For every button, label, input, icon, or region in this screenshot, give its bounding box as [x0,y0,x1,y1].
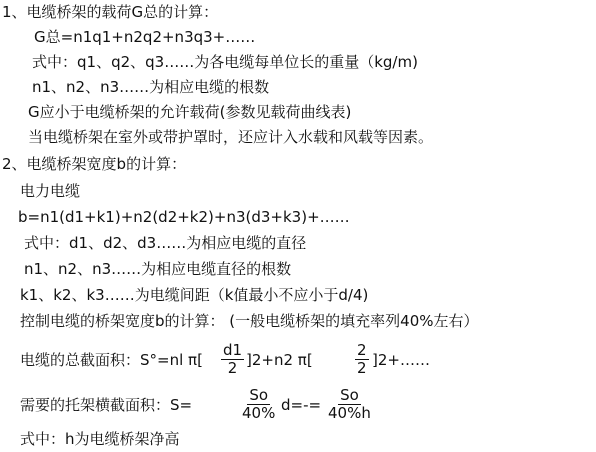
section2-control: 控制电缆的桥架宽度b的计算： (一般电缆桥架的填充率列40%左右） [20,312,479,330]
tray-fraction-1-numerator: So [249,386,269,404]
area-fraction-1-denominator: 2 [227,359,238,377]
h-desc: 式中：h为电缆桥架净高 [20,430,180,448]
area-fraction-2-numerator: 2 [357,341,367,359]
section1-outdoor: 当电缆桥架在室外或带护罩时，还应计入水载和风载等因素。 [28,128,434,146]
area-fraction-2 [355,342,369,377]
area-fraction-1-numerator: d1 [223,341,243,359]
section1-heading: 1、电缆桥架的载荷G总的计算： [2,3,219,21]
tray-fraction-2-denominator: 40%h [328,404,371,422]
area-label: 电缆的总截面积：S°=nl π[ [20,351,203,369]
section1-rule: G应小于电缆桥架的允许载荷(参数见载荷曲线表) [28,103,352,121]
section2-n-desc: n1、n2、n3……为相应电缆直径的根数 [24,260,292,278]
section2-formula: b=n1(d1+k1)+n2(d2+k2)+n3(d3+k3)+…… [18,208,350,226]
area-fraction-1 [221,342,244,377]
section2-k-desc: k1、k2、k3……为电缆间距（k值最小不应小于d/4) [20,286,369,304]
tray-mid: d=-= [281,396,322,414]
section2-heading: 2、电缆桥架宽度b的计算： [2,155,187,173]
tray-fraction-2 [326,387,373,422]
tray-fraction-1-denominator: 40% [242,404,276,422]
section1-formula: G总=n1q1+n2q2+n3q3+…… [34,28,256,46]
section2-where: 式中：d1、d2、d3……为相应电缆的直径 [24,234,307,252]
tray-label: 需要的托架横截面积：S= [20,396,193,414]
section2-sub: 电力电缆 [20,182,81,200]
section1-n-desc: n1、n2、n3……为相应电缆的根数 [32,78,270,96]
tray-fraction-2-numerator: So [340,386,359,404]
tray-fraction-1 [240,387,277,422]
area-mid: ]2+n2 π[ [246,351,313,369]
area-fraction-2-denominator: 2 [357,359,367,377]
area-tail: ]2+…… [372,351,430,369]
section1-where: 式中：q1、q2、q3……为各电缆每单位长的重量（kg/m) [32,53,418,71]
